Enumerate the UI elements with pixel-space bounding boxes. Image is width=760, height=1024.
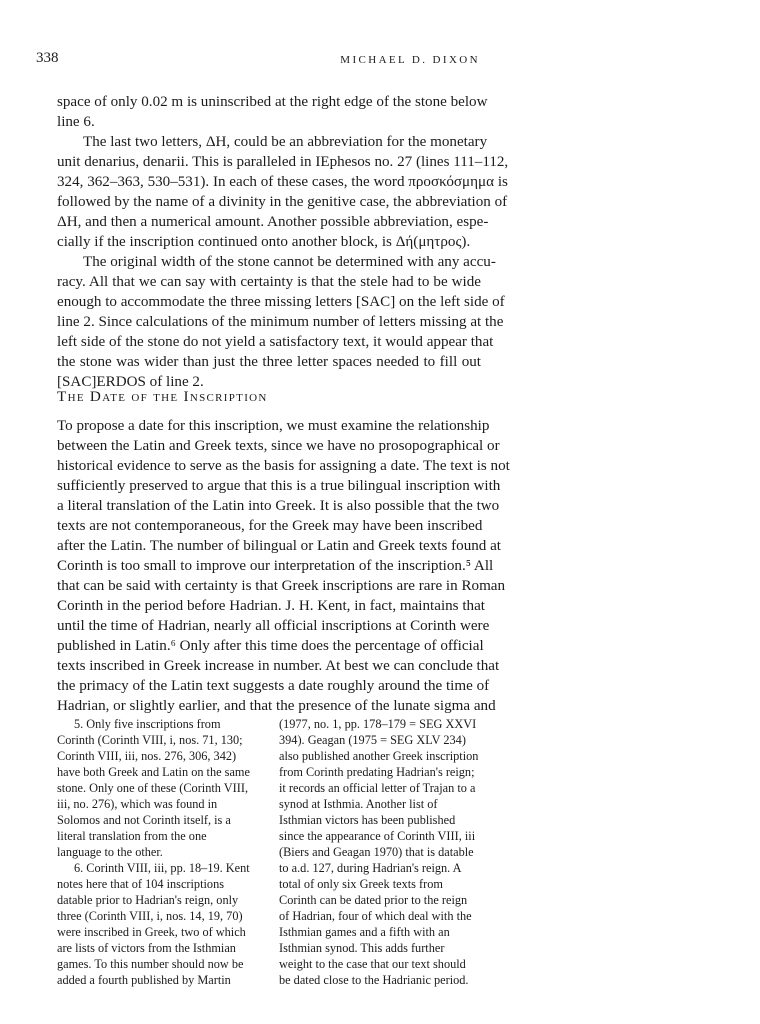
footnote-line: language to the other. (57, 845, 163, 859)
body-line: line 2. Since calculations of the minimum number of letters missing at the (57, 314, 504, 330)
footnote-line: Corinth can be dated prior to the reign (279, 893, 468, 907)
running-head: MICHAEL D. DIXON (340, 54, 480, 66)
footnote-line: Corinth VIII, iii, nos. 276, 306, 342) (57, 749, 237, 763)
footnote-line: were inscribed in Greek, two of which (57, 925, 246, 939)
body-line: sufficiently preserved to argue that this is a true bilingual inscription with (57, 478, 501, 494)
footnote-line: Corinth (Corinth VIII, i, nos. 71, 130; (57, 733, 243, 747)
footnote-line: are lists of victors from the Isthmian (57, 941, 236, 955)
body-line: To propose a date for this inscription, we must examine the relationship (57, 418, 490, 434)
footnote-line: stone. Only one of these (Corinth VIII, (57, 781, 249, 795)
footnote-line: Isthmian games and a fifth with an (279, 925, 450, 939)
body-line: followed by the name of a divinity in the genitive case, the abbreviation of (57, 194, 508, 210)
footnote-line: iii, no. 276), which was found in (57, 797, 218, 811)
footnote-line: Solomos and not Corinth itself, is a (57, 813, 231, 827)
footnote-line: since the appearance of Corinth VIII, iii (279, 829, 476, 843)
body-line: the stone was wider than just the three letter spaces needed to fill out (57, 354, 481, 370)
body-line: unit denarius, denarii. This is paralleled in IEphesos no. 27 (lines 111–112, (57, 154, 509, 170)
footnote-line: datable prior to Hadrian's reign, only (57, 893, 239, 907)
body-line: The last two letters, ΔΗ, could be an abbreviation for the monetary (83, 134, 488, 150)
footnote-line: from Corinth predating Hadrian's reign; (279, 765, 475, 779)
body-line: enough to accommodate the three missing letters [SAC] on the left side of (57, 294, 505, 310)
body-line: cially if the inscription continued onto another block, is Δή(μητρος). (57, 234, 471, 250)
body-line: Hadrian, or slightly earlier, and that the presence of the lunate sigma and (57, 698, 496, 714)
body-line: that can be said with certainty is that Greek inscriptions are rare in Roman (57, 578, 506, 594)
body-line: racy. All that we can say with certainty is that the stele had to be wide (57, 274, 481, 290)
footnote-line: of Hadrian, four of which deal with the (279, 909, 472, 923)
footnote-line: added a fourth published by Martin (57, 973, 231, 987)
body-line: texts are not contemporaneous, for the Greek may have been inscribed (57, 518, 483, 534)
footnote-line: 394). Geagan (1975 = SEG XLV 234) (279, 733, 466, 747)
body-line: Corinth in the period before Hadrian. J. H. Kent, in fact, maintains that (57, 598, 485, 614)
footnote-line: it records an official letter of Trajan to a (279, 781, 476, 795)
footnote-line: to a.d. 127, during Hadrian's reign. A (279, 861, 462, 875)
footnote-line: total of only six Greek texts from (279, 877, 443, 891)
body-line: until the time of Hadrian, nearly all official inscriptions at Corinth were (57, 618, 490, 634)
body-line: texts inscribed in Greek increase in number. At best we can conclude that (57, 658, 500, 674)
footnote-line: Isthmian synod. This adds further (279, 941, 445, 955)
body-line: space of only 0.02 m is uninscribed at the right edge of the stone below (57, 94, 488, 110)
body-line: published in Latin.⁶ Only after this time does the percentage of official (57, 638, 484, 654)
footnote-line: games. To this number should now be (57, 957, 244, 971)
page-number: 338 (36, 50, 59, 66)
body-line: Corinth is too small to improve our interpretation of the inscription.⁵ All (57, 558, 494, 574)
footnote-line: 5. Only five inscriptions from (74, 717, 221, 731)
footnote-line: literal translation from the one (57, 829, 207, 843)
body-line: a literal translation of the Latin into Greek. It is also possible that the two (57, 498, 500, 514)
footnote-line: be dated close to the Hadrianic period. (279, 973, 469, 987)
body-line: left side of the stone do not yield a satisfactory text, it would appear that (57, 334, 494, 350)
footnote-line: synod at Isthmia. Another list of (279, 797, 438, 811)
footnote-line: (Biers and Geagan 1970) that is datable (279, 845, 474, 859)
footnote-line: have both Greek and Latin on the same (57, 765, 250, 779)
body-line: [SAC]ERDOS of line 2. (57, 374, 204, 390)
section-heading: The Date of the Inscription (57, 388, 268, 405)
body-line: line 6. (57, 114, 95, 130)
footnote-line: (1977, no. 1, pp. 178–179 = SEG XXVI (279, 717, 477, 731)
footnote-line: 6. Corinth VIII, iii, pp. 18–19. Kent (74, 861, 250, 875)
footnote-line: also published another Greek inscription (279, 749, 479, 763)
body-line: 324, 362–363, 530–531). In each of these cases, the word προσκόσμημα is (57, 174, 508, 190)
body-line: the primacy of the Latin text suggests a date roughly around the time of (57, 678, 490, 694)
footnote-line: Isthmian victors has been published (279, 813, 456, 827)
body-line: historical evidence to serve as the basis for assigning a date. The text is not (57, 458, 510, 474)
body-line: ΔΗ, and then a numerical amount. Another possible abbreviation, espe- (57, 214, 489, 230)
footnote-line: weight to the case that our text should (279, 957, 466, 971)
body-line: The original width of the stone cannot be determined with any accu- (83, 254, 496, 270)
footnote-line: notes here that of 104 inscriptions (57, 877, 224, 891)
body-line: after the Latin. The number of bilingual or Latin and Greek texts found at (57, 538, 502, 554)
footnote-line: three (Corinth VIII, i, nos. 14, 19, 70) (57, 909, 243, 923)
body-line: between the Latin and Greek texts, since we have no prosopographical or (57, 438, 500, 454)
